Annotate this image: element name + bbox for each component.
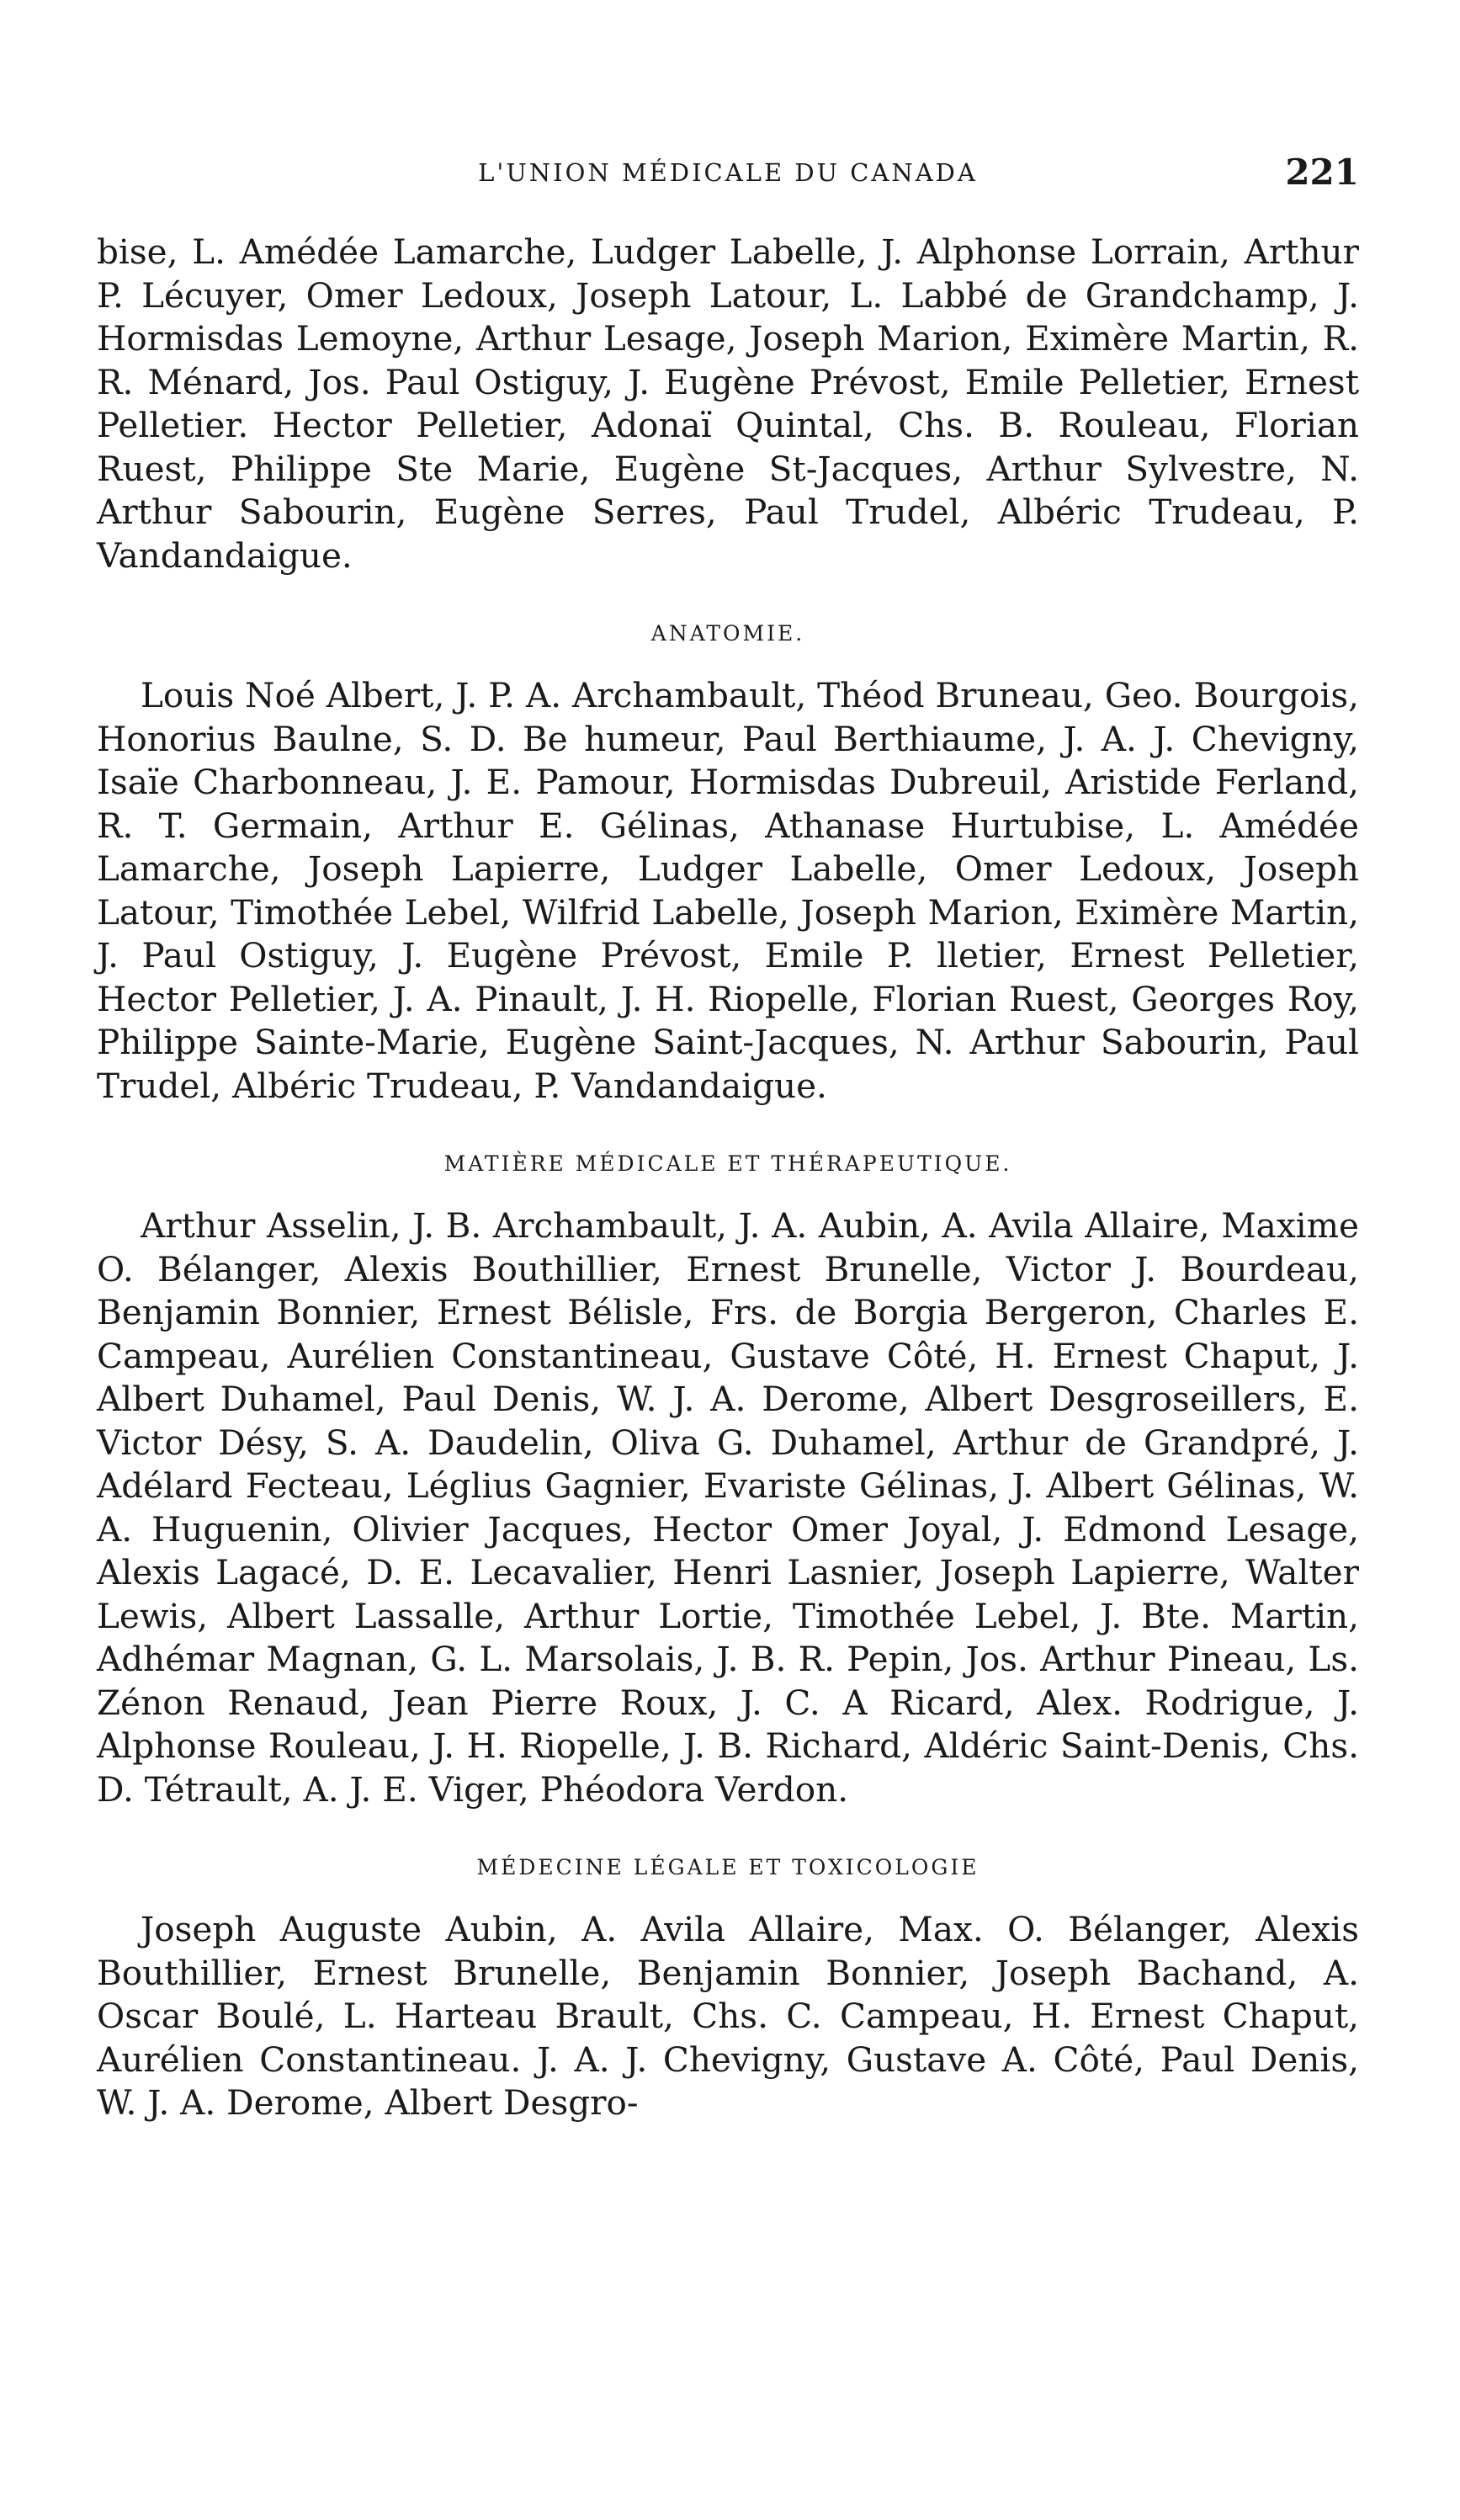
section-heading-medecine-legale: MÉDECINE LÉGALE ET TOXICOLOGIE xyxy=(476,1855,980,1879)
page xyxy=(97,152,1359,2125)
section-heading-matiere-medicale: MATIÈRE MÉDICALE ET THÉRAPEUTIQUE. xyxy=(443,1151,1012,1176)
section-heading-anatomie: ANATOMIE. xyxy=(650,621,805,646)
continued-paragraph: bise, L. Amédée Lamarche, Ludger Labelle, J. Alphonse Lorrain, Arthur P. Lécuyer, Omer Ledoux, Joseph Latour, L. Labbé de Grandchamp, J. Hormisdas Lemoyne, Arthur Lesage, Joseph Marion, Eximère Martin, R. R. Ménard, Jos. Paul Ostiguy, J. Eugène Prévost, Emile Pelletier, Ernest Pelletier. Hector Pelletier, Adonaï Quintal, Chs. B. Rouleau, Florian Ruest, Philippe Ste Marie, Eugène St-Jacques, Arthur Sylvestre, N. Arthur Sabourin, Eugène Serres, Paul Trudel, Albéric Trudeau, P. Vandandaigue. xyxy=(97,231,1359,576)
section-paragraph-medecine-legale: Joseph Auguste Aubin, A. Avila Allaire, Max. O. Bélanger, Alexis Bouthillier, Ernest Brunelle, Benjamin Bonnier, Joseph Bachand, A. Oscar Boulé, L. Harteau Brault, Chs. C. Campeau, H. Ernest Chaput, Aurélien Constantineau. J. A. J. Chevigny, Gustave A. Côté, Paul Denis, W. J. A. Derome, Albert Desgro- xyxy=(97,1909,1359,2123)
running-head xyxy=(97,152,1359,202)
section-paragraph-matiere-medicale: Arthur Asselin, J. B. Archambault, J. A. Aubin, A. Avila Allaire, Maxime O. Bélanger, Alexis Bouthillier, Ernest Brunelle, Victor J. Bourdeau, Benjamin Bonnier, Ernest Bélisle, Frs. de Borgia Bergeron, Charles E. Campeau, Aurélien Constantineau, Gustave Côté, H. Ernest Chaput, J. Albert Duhamel, Paul Denis, W. J. A. Derome, Albert Desgroseillers, E. Victor Désy, S. A. Daudelin, Oliva G. Duhamel, Arthur de Grandpré, J. Adélard Fecteau, Léglius Gagnier, Evariste Gélinas, J. Albert Gélinas, W. A. Huguenin, Olivier Jacques, Hector Omer Joyal, J. Edmond Lesage, Alexis Lagacé, D. E. Lecavalier, Henri Lasnier, Joseph Lapierre, Walter Lewis, Albert Lassalle, Arthur Lortie, Timothée Lebel, J. Bte. Martin, Adhémar Magnan, G. L. Marsolais, J. B. R. Pepin, Jos. Arthur Pineau, Ls. Zénon Renaud, Jean Pierre Roux, J. C. A Ricard, Alex. Rodrigue, J. Alphonse Rouleau, J. H. Riopelle, J. B. Richard, Aldéric Saint-Denis, Chs. D. Tétrault, A. J. E. Viger, Phéodora Verdon. xyxy=(97,1205,1359,1810)
journal-title: L'UNION MÉDICALE DU CANADA xyxy=(478,158,978,187)
section-paragraph-anatomie: Louis Noé Albert, J. P. A. Archambault, Théod Bruneau, Geo. Bourgois, Honorius Baulne, S. D. Be humeur, Paul Berthiaume, J. A. J. Chevigny, Isaïe Charbonneau, J. E. Pamour, Hormisdas Dubreuil, Aristide Ferland, R. T. Germain, Arthur E. Gélinas, Athanase Hurtubise, L. Amédée Lamarche, Joseph Lapierre, Ludger Labelle, Omer Ledoux, Joseph Latour, Timothée Lebel, Wilfrid Labelle, Joseph Marion, Eximère Martin, J. Paul Ostiguy, J. Eugène Prévost, Emile P. lletier, Ernest Pelletier, Hector Pelletier, J. A. Pinault, J. H. Riopelle, Florian Ruest, Georges Roy, Philippe Sainte-Marie, Eugène Saint-Jacques, N. Arthur Sabourin, Paul Trudel, Albéric Trudeau, P. Vandandaigue. xyxy=(97,675,1359,1106)
page-number: 221 xyxy=(1285,152,1359,193)
